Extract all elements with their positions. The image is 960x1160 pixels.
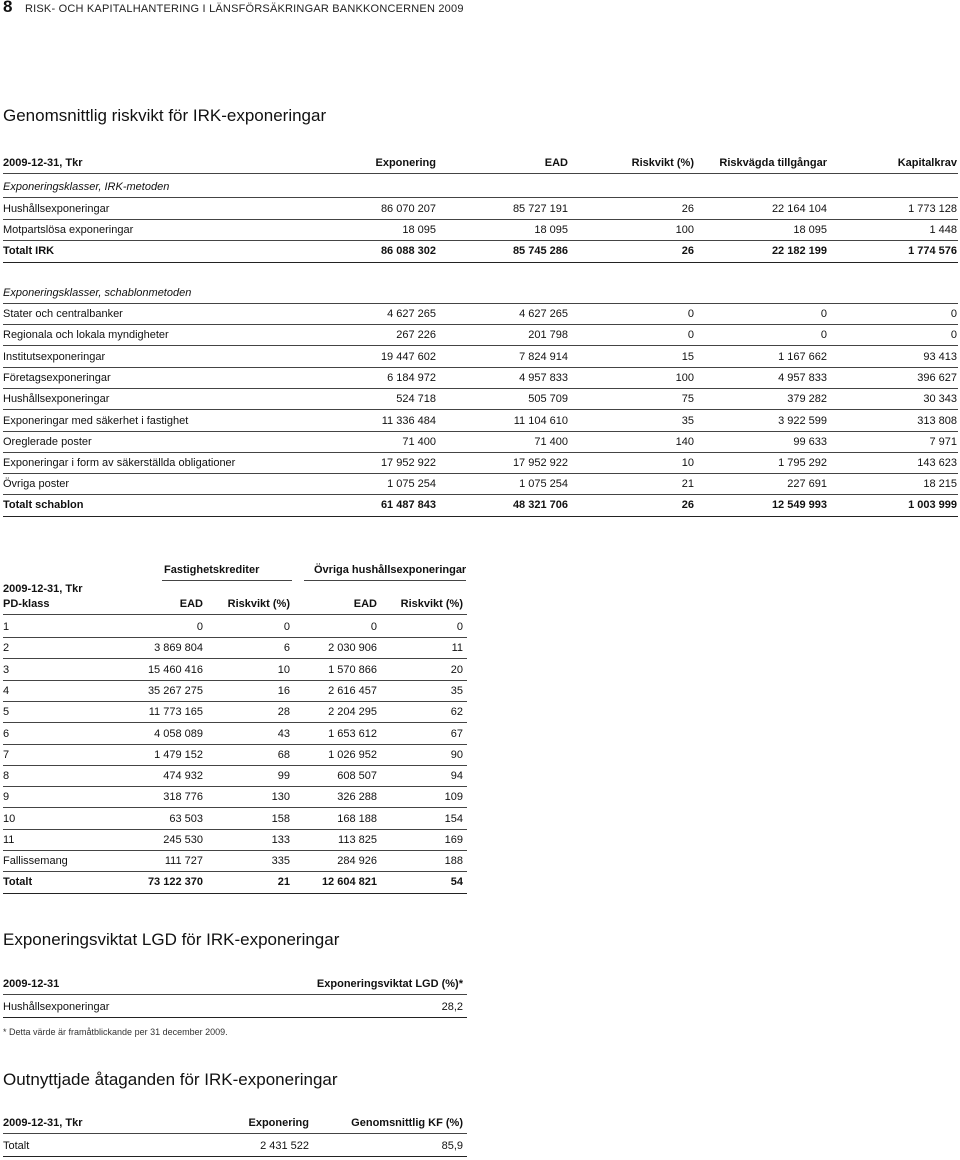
cell-value: 379 282 xyxy=(787,393,827,406)
cell-value: 0 xyxy=(820,329,827,342)
cell-value: 1 448 xyxy=(929,224,957,236)
row-label: 10 xyxy=(3,812,16,825)
cell-value: 133 xyxy=(271,834,290,846)
cell-value: 1 570 866 xyxy=(328,663,377,676)
cell-value: 10 xyxy=(277,663,290,676)
cell-value: 267 226 xyxy=(396,329,436,342)
rule-line xyxy=(3,786,467,787)
section-title-irk-riskweight: Genomsnittlig riskvikt för IRK-exponeringar xyxy=(3,106,327,125)
section-title-unused-commitments: Outnyttjade åtaganden för IRK-exponeringar xyxy=(3,1070,338,1089)
cell-value: 326 288 xyxy=(337,791,377,804)
rule-line xyxy=(3,994,467,995)
rule-line xyxy=(3,516,958,517)
cell-value: 6 184 972 xyxy=(387,371,436,384)
row-label: Totalt xyxy=(3,1140,30,1152)
cell-value: 93 413 xyxy=(923,350,957,363)
cell-value: 169 xyxy=(444,834,463,846)
cell-value: 99 633 xyxy=(793,435,827,448)
lgd-footnote: * Detta värde är framåtblickande per 31 december 2009. xyxy=(3,1027,228,1037)
rule-line xyxy=(3,197,958,198)
rule-line xyxy=(162,580,292,581)
row-label: Exponeringar i form av säkerställda obligationer xyxy=(3,457,236,470)
cell-value: Riskvikt (%) xyxy=(227,598,290,610)
rule-line xyxy=(3,345,958,346)
cell-value: 7 824 914 xyxy=(519,350,568,363)
rule-line xyxy=(3,494,958,495)
rule-line xyxy=(3,829,467,830)
cell-value: 1 479 152 xyxy=(154,748,203,761)
cell-value: 68 xyxy=(277,748,290,761)
rule-line xyxy=(3,388,958,389)
row-label: 1 xyxy=(3,621,10,633)
row-label: Institutsexponeringar xyxy=(3,350,106,363)
cell-value: 0 xyxy=(370,621,377,633)
cell-value: 4 957 833 xyxy=(778,371,827,384)
cell-value: 1 003 999 xyxy=(908,499,957,511)
cell-value: 3 922 599 xyxy=(778,414,827,427)
cell-value: 75 xyxy=(681,393,694,406)
row-label: 3 xyxy=(3,663,10,676)
section-title-lgd: Exponeringsviktat LGD för IRK-exponeringar xyxy=(3,930,340,949)
running-title: RISK- OCH KAPITALHANTERING I LÄNSFÖRSÄKRINGAR BANKKONCERNEN 2009 xyxy=(25,3,464,15)
cell-value: 18 095 xyxy=(793,224,827,236)
rule-line xyxy=(3,240,958,241)
row-label: 2009-12-31, Tkr xyxy=(3,157,83,169)
cell-value: Riskvikt (%) xyxy=(400,598,463,610)
row-label: Oreglerade poster xyxy=(3,435,92,448)
cell-value: 73 122 370 xyxy=(147,876,203,888)
cell-value: 396 627 xyxy=(917,371,957,384)
cell-value: 7 971 xyxy=(929,435,957,448)
row-label: 9 xyxy=(3,791,10,804)
row-label: Hushållsexponeringar xyxy=(3,203,110,215)
cell-value: 1 795 292 xyxy=(778,457,827,470)
row-label: 2009-12-31, Tkr xyxy=(3,583,83,595)
cell-value: 85 727 191 xyxy=(512,203,568,215)
cell-value: 284 926 xyxy=(337,855,377,868)
row-label: Regionala och lokala myndigheter xyxy=(3,329,169,342)
cell-value: 111 727 xyxy=(164,855,203,868)
cell-value: 11 336 484 xyxy=(381,414,436,427)
cell-value: 100 xyxy=(675,371,694,384)
row-label: 2009-12-31 xyxy=(3,978,60,990)
cell-value: 4 957 833 xyxy=(519,371,568,384)
cell-value: 15 460 416 xyxy=(147,663,203,676)
cell-value: 335 xyxy=(271,855,290,868)
cell-value: 85 745 286 xyxy=(512,245,568,257)
cell-value: 28,2 xyxy=(441,1001,463,1013)
cell-value: 26 xyxy=(681,245,694,257)
row-label: Exponeringar med säkerhet i fastighet xyxy=(3,414,189,427)
cell-value: 505 709 xyxy=(528,393,568,406)
cell-value: 109 xyxy=(444,791,463,804)
row-label: PD-klass xyxy=(3,598,50,610)
row-label: 2009-12-31, Tkr xyxy=(3,1117,83,1129)
cell-value: 140 xyxy=(675,435,694,448)
cell-value: 48 321 706 xyxy=(512,499,568,511)
rule-line xyxy=(3,744,467,745)
cell-value: 4 627 265 xyxy=(387,308,436,320)
cell-value: 11 773 165 xyxy=(148,706,203,719)
rule-line xyxy=(3,303,958,304)
cell-value: 21 xyxy=(277,876,290,888)
rule-line xyxy=(304,580,466,581)
cell-value: 22 182 199 xyxy=(771,245,827,257)
cell-value: 201 798 xyxy=(528,329,568,342)
cell-value: 16 xyxy=(277,684,290,697)
cell-value: 18 095 xyxy=(534,224,568,236)
row-label: Motpartslösa exponeringar xyxy=(3,224,134,236)
row-label: Exponeringsklasser, schablonmetoden xyxy=(3,287,192,299)
cell-value: 54 xyxy=(450,876,463,888)
rule-line xyxy=(3,1017,467,1018)
cell-value: Riskvägda tillgångar xyxy=(719,157,827,169)
cell-value: 100 xyxy=(675,224,694,236)
group-header: Övriga hushållsexponeringar xyxy=(314,564,467,576)
cell-value: 85,9 xyxy=(441,1140,463,1152)
cell-value: 1 075 254 xyxy=(519,478,568,491)
cell-value: 11 xyxy=(451,642,463,655)
cell-value: 22 164 104 xyxy=(771,203,827,215)
cell-value: 0 xyxy=(950,329,957,342)
cell-value: EAD xyxy=(179,598,203,610)
cell-value: 71 400 xyxy=(402,435,436,448)
cell-value: 26 xyxy=(681,499,694,511)
cell-value: 4 058 089 xyxy=(154,727,203,740)
cell-value: 2 431 522 xyxy=(260,1140,309,1152)
rule-line xyxy=(3,173,958,174)
rule-line xyxy=(3,614,467,615)
rule-line xyxy=(3,452,958,453)
cell-value: 474 932 xyxy=(163,770,203,783)
cell-value: 0 xyxy=(950,308,957,320)
page-number: 8 xyxy=(3,0,13,16)
cell-value: 90 xyxy=(450,748,463,761)
cell-value: 30 343 xyxy=(923,393,957,406)
cell-value: 61 487 843 xyxy=(380,499,436,511)
cell-value: 0 xyxy=(820,308,827,320)
rule-line xyxy=(3,658,467,659)
row-label: Exponeringsklasser, IRK-metoden xyxy=(3,181,170,193)
cell-value: 313 808 xyxy=(917,414,957,427)
cell-value: 1 774 576 xyxy=(908,245,957,257)
cell-value: 26 xyxy=(681,203,694,215)
rule-line xyxy=(3,324,958,325)
cell-value: 10 xyxy=(681,457,694,470)
cell-value: 318 776 xyxy=(163,791,203,804)
cell-value: 35 xyxy=(681,414,694,427)
cell-value: 62 xyxy=(450,706,463,719)
cell-value: 17 952 922 xyxy=(512,457,568,470)
cell-value: 168 188 xyxy=(337,812,377,825)
cell-value: 0 xyxy=(456,621,463,633)
rule-line xyxy=(3,701,467,702)
cell-value: 227 691 xyxy=(787,478,827,491)
row-label: Totalt schablon xyxy=(3,499,84,511)
cell-value: 21 xyxy=(681,478,694,491)
row-label: Hushållsexponeringar xyxy=(3,1001,110,1013)
cell-value: 63 503 xyxy=(169,812,203,825)
row-label: Fallissemang xyxy=(3,855,68,868)
row-label: Stater och centralbanker xyxy=(3,308,123,320)
rule-line xyxy=(3,893,467,894)
row-label: 5 xyxy=(3,706,10,719)
row-label: Hushållsexponeringar xyxy=(3,393,110,406)
cell-value: 143 623 xyxy=(917,457,957,470)
cell-value: 11 104 610 xyxy=(513,414,568,427)
row-label: Företagsexponeringar xyxy=(3,371,111,384)
rule-line xyxy=(3,1133,467,1134)
row-label: 4 xyxy=(3,684,10,697)
rule-line xyxy=(3,680,467,681)
cell-value: 245 530 xyxy=(163,834,203,846)
row-label: Totalt xyxy=(3,876,33,888)
cell-value: Exponeringsviktat LGD (%)* xyxy=(316,978,463,990)
cell-value: 0 xyxy=(196,621,203,633)
cell-value: Genomsnittlig KF (%) xyxy=(351,1117,463,1129)
cell-value: 608 507 xyxy=(337,770,377,783)
rule-line xyxy=(3,473,958,474)
row-label: Övriga poster xyxy=(3,478,70,491)
cell-value: EAD xyxy=(353,598,377,610)
row-label: Totalt IRK xyxy=(3,245,55,257)
row-label: 11 xyxy=(3,834,15,846)
cell-value: 1 026 952 xyxy=(328,748,377,761)
cell-value: EAD xyxy=(544,157,568,169)
rule-line xyxy=(3,262,958,263)
cell-value: 18 095 xyxy=(402,224,436,236)
cell-value: 86 070 207 xyxy=(380,203,436,215)
cell-value: 43 xyxy=(277,727,290,740)
rule-line xyxy=(3,219,958,220)
cell-value: 71 400 xyxy=(534,435,568,448)
cell-value: 20 xyxy=(450,663,463,676)
cell-value: Riskvikt (%) xyxy=(631,157,694,169)
cell-value: 0 xyxy=(687,329,694,342)
cell-value: 524 718 xyxy=(396,393,436,406)
rule-line xyxy=(3,637,467,638)
cell-value: 1 167 662 xyxy=(778,350,827,363)
cell-value: 1 773 128 xyxy=(908,203,957,215)
cell-value: Kapitalkrav xyxy=(897,157,957,169)
rule-line xyxy=(3,850,467,851)
rule-line xyxy=(3,409,958,410)
cell-value: 67 xyxy=(450,727,463,740)
group-header: Fastighetskrediter xyxy=(164,564,260,576)
cell-value: 2 204 295 xyxy=(328,706,377,719)
cell-value: 17 952 922 xyxy=(380,457,436,470)
cell-value: Exponering xyxy=(375,157,436,169)
row-label: 7 xyxy=(3,748,10,761)
row-label: 6 xyxy=(3,727,10,740)
rule-line xyxy=(3,431,958,432)
cell-value: Exponering xyxy=(248,1117,309,1129)
cell-value: 94 xyxy=(450,770,463,783)
cell-value: 4 627 265 xyxy=(519,308,568,320)
cell-value: 158 xyxy=(271,812,290,825)
cell-value: 188 xyxy=(444,855,463,868)
cell-value: 130 xyxy=(271,791,290,804)
cell-value: 86 088 302 xyxy=(380,245,436,257)
cell-value: 0 xyxy=(283,621,290,633)
cell-value: 19 447 602 xyxy=(380,350,436,363)
cell-value: 28 xyxy=(277,706,290,719)
rule-line xyxy=(3,871,467,872)
row-label: 2 xyxy=(3,642,10,655)
cell-value: 35 267 275 xyxy=(147,684,203,697)
cell-value: 99 xyxy=(277,770,290,783)
cell-value: 18 215 xyxy=(923,478,957,491)
cell-value: 1 075 254 xyxy=(387,478,436,491)
cell-value: 2 616 457 xyxy=(328,684,377,697)
cell-value: 113 825 xyxy=(338,834,377,846)
cell-value: 1 653 612 xyxy=(328,727,377,740)
rule-line xyxy=(3,807,467,808)
cell-value: 6 xyxy=(283,642,290,655)
cell-value: 2 030 906 xyxy=(328,642,377,655)
row-label: 8 xyxy=(3,770,10,783)
cell-value: 12 549 993 xyxy=(771,499,827,511)
cell-value: 0 xyxy=(687,308,694,320)
cell-value: 35 xyxy=(450,684,463,697)
rule-line xyxy=(3,765,467,766)
cell-value: 3 869 804 xyxy=(154,642,203,655)
rule-line xyxy=(3,367,958,368)
rule-line xyxy=(3,722,467,723)
cell-value: 154 xyxy=(444,812,463,825)
rule-line xyxy=(3,1156,467,1157)
cell-value: 15 xyxy=(681,350,694,363)
cell-value: 12 604 821 xyxy=(321,876,377,888)
